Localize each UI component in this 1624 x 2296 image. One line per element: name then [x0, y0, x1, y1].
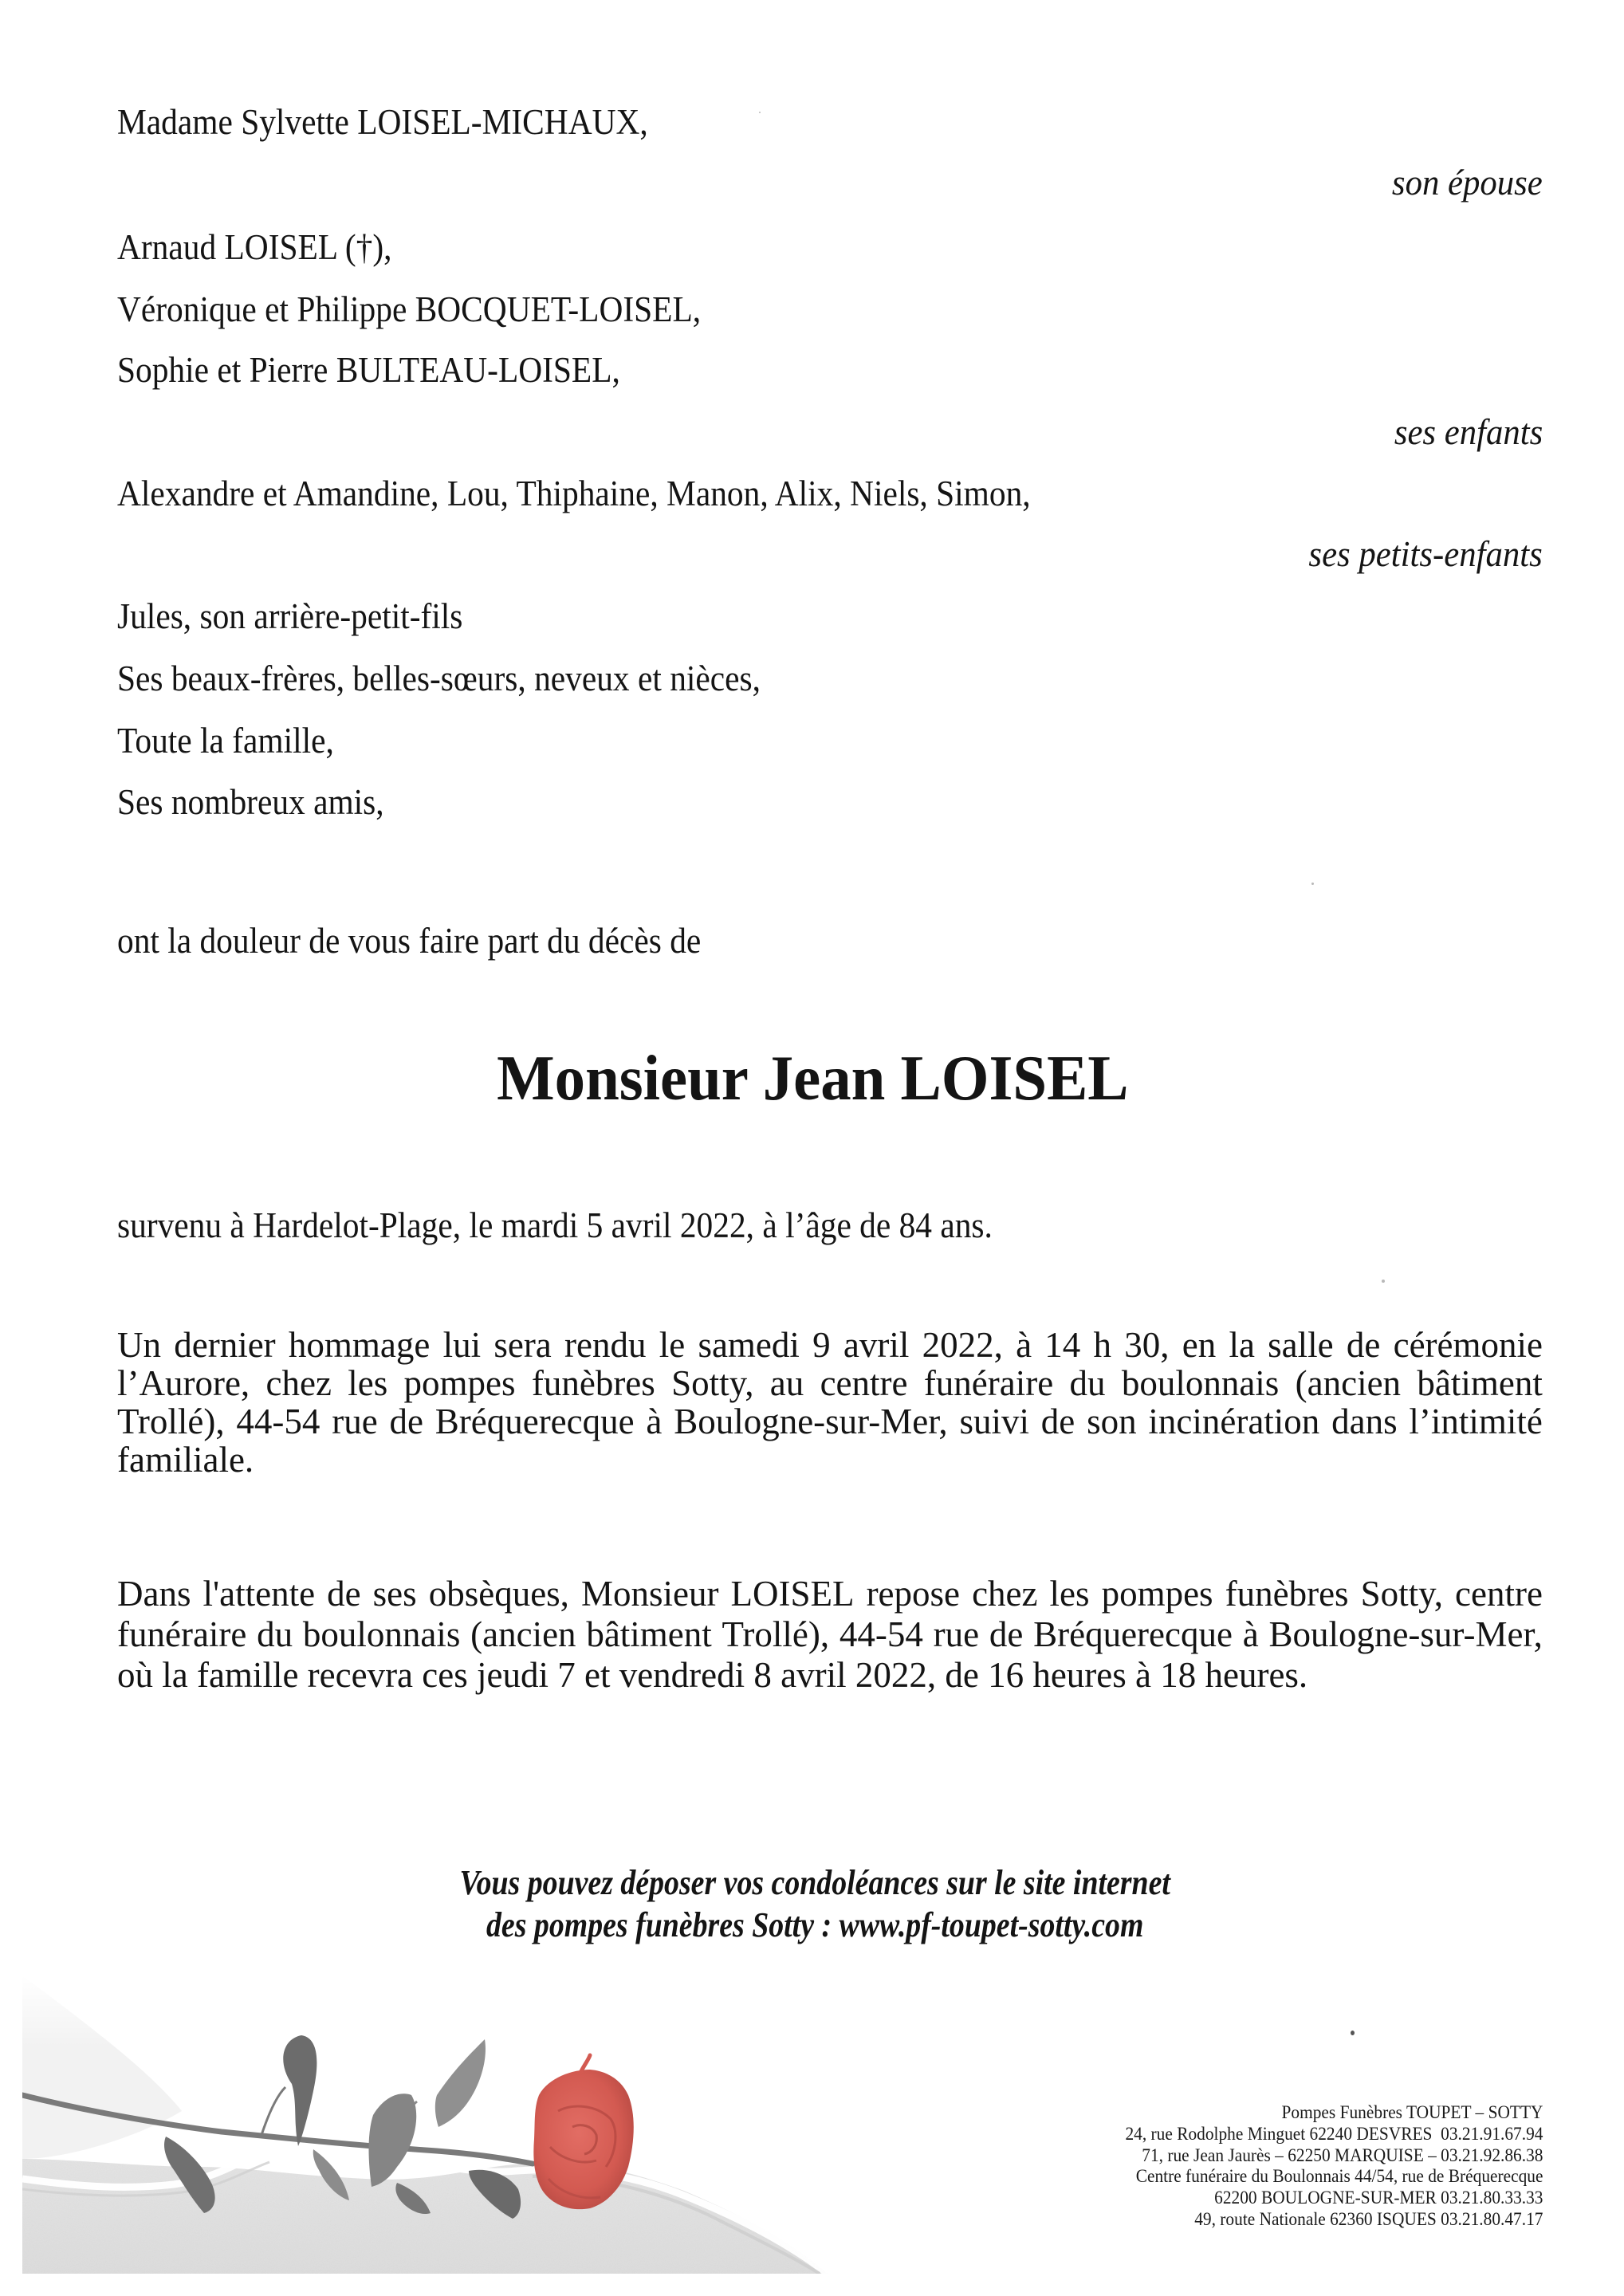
leaf [369, 2094, 417, 2187]
address-isques: 49, route Nationale 62360 ISQUES 03.21.80.47.17 [1193, 2208, 1543, 2229]
ceremony-paragraph [117, 1326, 1543, 1479]
address-boulonnais-centre: Centre funéraire du Boulonnais 44/54, rue de Bréquerecque [1135, 2166, 1543, 2187]
rose-flower [533, 2055, 633, 2209]
death-details-text: survenu à Hardelot-Plage, le mardi 5 avril 2022, à l’âge de 84 ans. [117, 1205, 993, 1245]
scan-speck [1311, 883, 1314, 885]
family-great-grandchild: Jules, son arrière-petit-fils [117, 596, 463, 636]
family-child-arnaud: Arnaud LOISEL (†), [117, 227, 392, 267]
leaf [435, 2039, 486, 2127]
family-friends: Ses nombreux amis, [117, 782, 384, 822]
family-grandchildren: Alexandre et Amandine, Lou, Thiphaine, Manon, Alix, Niels, Simon, [117, 474, 1031, 513]
condolences-website-line[interactable]: des pompes funèbres Sotty : www.pf-toupet-sotty.com [486, 1905, 1144, 1944]
address-marquise: 71, rue Jean Jaurès – 62250 MARQUISE – 03.21.92.86.38 [1141, 2145, 1543, 2165]
family-spouse-name: Madame Sylvette LOISEL-MICHAUX, [117, 102, 648, 142]
scan-speck [1382, 1280, 1385, 1283]
deceased-name-heading: Monsieur Jean LOISEL [497, 1044, 1129, 1114]
relation-spouse-label: son épouse [1392, 163, 1543, 202]
scan-speck [759, 112, 761, 113]
relation-grandchildren-label: ses petits-enfants [1308, 534, 1543, 574]
visitation-paragraph [117, 1574, 1543, 1696]
address-desvres: 24, rue Rodolphe Minguet 62240 DESVRES 03.21.91.67.94 [1124, 2123, 1543, 2144]
leaf [283, 2035, 317, 2146]
visitation-line-2: funéraire du boulonnais (ancien bâtiment Trollé), 44-54 rue de Bréquerecque à Boulogne-sur-Mer, [117, 1614, 1543, 1654]
ceremony-line-2: l’Aurore, chez les pompes funèbres Sotty, au centre funéraire du boulonnais (ancien bâtiment [117, 1363, 1543, 1403]
ceremony-line-4: familiale. [117, 1440, 254, 1480]
relation-children-label: ses enfants [1394, 412, 1543, 452]
visitation-line-3: où la famille recevra ces jeudi 7 et vendredi 8 avril 2022, de 16 heures à 18 heures. [117, 1655, 1308, 1695]
family-child-sophie: Sophie et Pierre BULTEAU-LOISEL, [117, 350, 620, 390]
ceremony-line-3: Trollé), 44-54 rue de Bréquerecque à Boulogne-sur-Mer, suivi de son incinération dans l’intimité [117, 1402, 1543, 1441]
ceremony-line-1: Un dernier hommage lui sera rendu le samedi 9 avril 2022, à 14 h 30, en la salle de cérémonie [117, 1325, 1543, 1365]
family-whole-family: Toute la famille, [117, 721, 334, 761]
family-child-veronique: Véronique et Philippe BOCQUET-LOISEL, [117, 289, 702, 329]
condolences-line-1: Vous pouvez déposer vos condoléances sur le site internet [459, 1863, 1170, 1902]
family-in-laws: Ses beaux-frères, belles-sœurs, neveux et nièces, [117, 659, 761, 698]
scan-speck [1351, 2031, 1355, 2035]
funeral-home-name: Pompes Funèbres TOUPET – SOTTY [1281, 2102, 1543, 2122]
visitation-line-1: Dans l'attente de ses obsèques, Monsieur LOISEL repose chez les pompes funèbres Sotty, centre [117, 1574, 1543, 1614]
announcement-text: ont la douleur de vous faire part du décès de [117, 921, 702, 961]
funeral-home-contact-block [1125, 2102, 1543, 2231]
address-boulogne: 62200 BOULOGNE-SUR-MER 03.21.80.33.33 [1213, 2188, 1543, 2208]
